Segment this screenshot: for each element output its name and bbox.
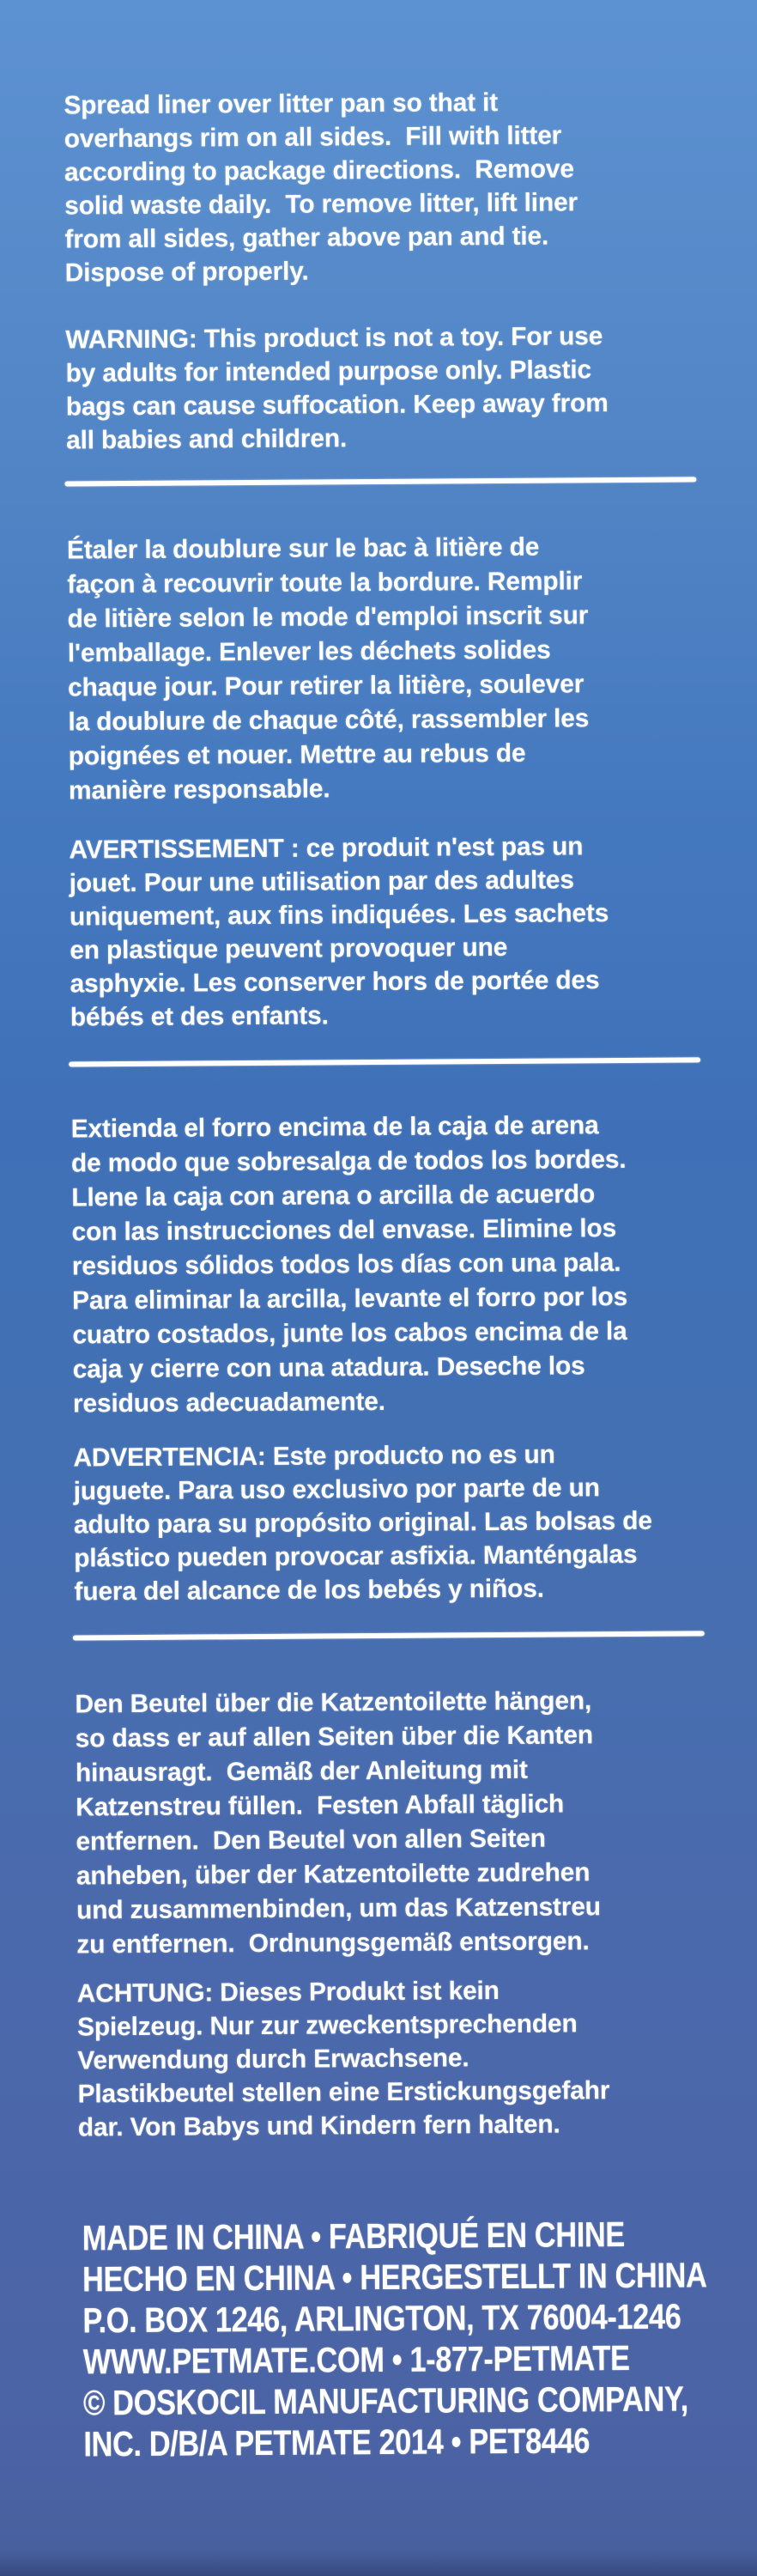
german-warning-paragraph: ACHTUNG: Dieses Produkt ist kein Spielzeug. Nur zur zweckentsprechenden Verwendung durch Erwachsene. Plastikbeutel stellen eine Erstickungsgefahr dar. Von Babys und Kindern fern halten.	[76, 1977, 610, 2142]
section-divider-rule	[73, 1631, 705, 1640]
section-divider-rule	[69, 1057, 700, 1066]
footer-po-box-address-line: P.O. BOX 1246, ARLINGTON, TX 76004-1246	[82, 2296, 681, 2341]
footer-made-in-china-line: MADE IN CHINA • FABRIQUÉ EN CHINE	[82, 2215, 626, 2258]
french-warning-paragraph: AVERTISSEMENT : ce produit n'est pas un jouet. Pour une utilisation par des adultes uniquement, aux fins indiquées. Les sachets en plastique peuvent provoquer une asphyxie. Les conserver hors de portée des bébés et des enfants.	[69, 832, 609, 1032]
footer-website-phone-line: WWW.PETMATE.COM • 1-877-PETMATE	[82, 2337, 630, 2382]
french-instructions-paragraph: Étaler la doublure sur le bac à litière de façon à recouvrir toute la bordure. Remplir de litière selon le mode d'emploi inscrit sur l'emballage. Enlever les déchets solides chaque jour. Pour retirer la litière, soulever la doublure de chaque côté, rassembler les poignées et nouer. Mettre au rebus de manière responsable.	[66, 532, 590, 805]
footer-copyright-line: © DOSKOCIL MANUFACTURING COMPANY,	[82, 2379, 688, 2423]
english-warning-paragraph: WARNING: This product is not a toy. For use by adults for intended purpose only. Plastic bags can cause suffocation. Keep away from all babies and children.	[65, 322, 609, 455]
spanish-instructions-paragraph: Extienda el forro encima de la caja de arena de modo que sobresalga de todos los bordes. Llene la caja con arena o arcilla de acuerdo con las instrucciones del envase. Elimine los residuos sólidos todos los días con una pala. Para eliminar la arcilla, levante el forro por los cuatro costados, junte los cabos encima de la caja y cierre con una atadura. Deseche los residuos adecuadamente.	[70, 1111, 628, 1419]
section-divider-rule	[64, 477, 696, 486]
german-instructions-paragraph: Den Beutel über die Katzentoilette hängen, so dass er auf allen Seiten über die Kanten hinausragt. Gemäß der Anleitung mit Katzenstreu füllen. Festen Abfall täglich entfernen. Den Beutel von allen Seiten anheben, über der Katzentoilette zudrehen und zusammenbinden, um das Katzenstreu zu entfernen. Ordnungsgemäß entsorgen.	[75, 1686, 601, 1959]
footer-hecho-en-china-line: HECHO EN CHINA • HERGESTELLT IN CHINA	[82, 2255, 707, 2300]
footer-company-sku-line: INC. D/B/A PETMATE 2014 • PET8446	[83, 2421, 590, 2464]
english-instructions-paragraph: Spread liner over litter pan so that it overhangs rim on all sides. Fill with litter according to package directions. Remove solid waste daily. To remove litter, lift liner from all sides, gather above pan and tie. Dispose of properly.	[64, 88, 578, 288]
spanish-warning-paragraph: ADVERTENCIA: Este producto no es un juguete. Para uso exclusivo por parte de un adulto para su propósito original. Las bolsas de plástico pueden provocar asfixia. Manténgalas fuera del alcance de los bebés y niños.	[73, 1440, 652, 1607]
